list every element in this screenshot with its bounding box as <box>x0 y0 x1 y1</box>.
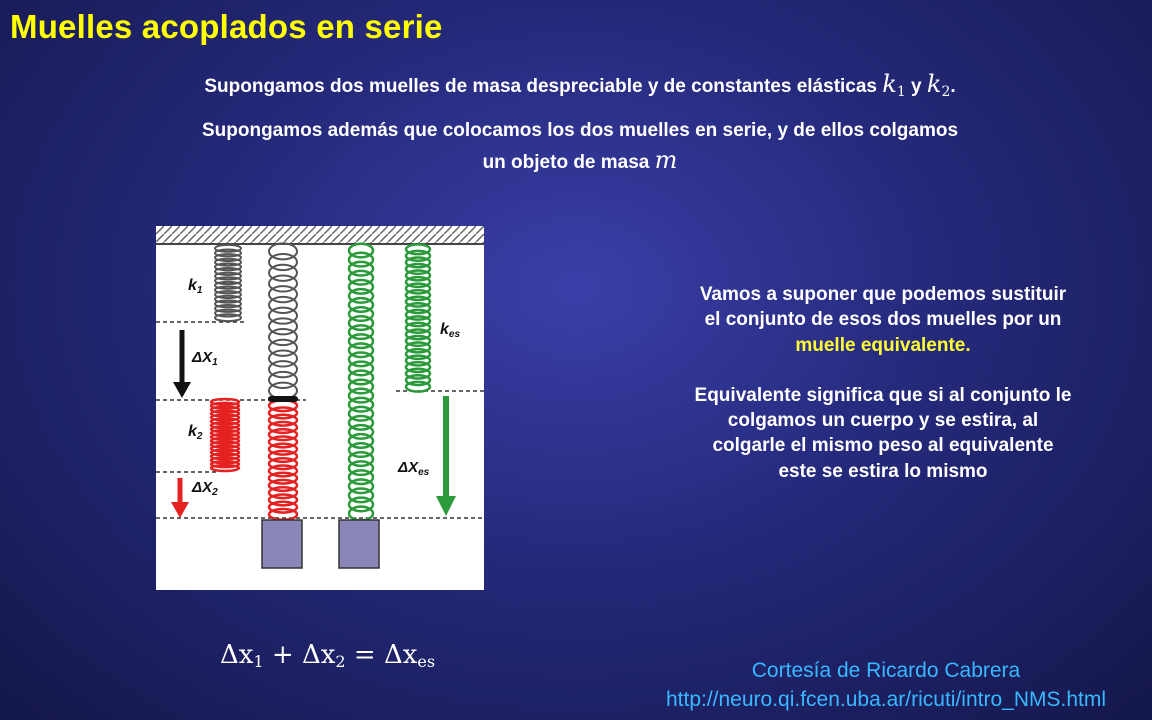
credit-name: Cortesía de Ricardo Cabrera <box>751 659 1021 682</box>
spring-kes <box>406 244 430 391</box>
explanation-paragraph-2: Equivalente significa que si al conjunto le colgamos un cuerpo y se estira, al colgarle el mismo peso al equivalente este se estira lo mismo <box>694 384 1072 482</box>
intro-line-1 <box>100 70 1060 100</box>
intro-line-2: Supongamos además que colocamos los dos muelles en serie, y de ellos colgamos <box>201 120 959 141</box>
spring-k2-compact <box>211 399 239 471</box>
intro-line-1-text: Supongamos dos muelles de masa despreciable y de constantes elásticas <box>204 76 877 97</box>
intro-line-3 <box>80 146 1080 174</box>
label-dx2: $\Delta X_2$ <box>192 479 218 498</box>
arrow-dx1-head <box>173 382 191 398</box>
label-dxes: $\Delta X_{es}$ <box>398 459 430 478</box>
period: . <box>950 76 956 97</box>
credit-block <box>636 656 1136 715</box>
mass-symbol: m <box>654 146 678 174</box>
ceiling <box>156 226 484 244</box>
spring-k1-stretched <box>269 243 297 398</box>
explanation-paragraph-1: Vamos a suponer que podemos sustituir el conjunto de esos dos muelles por un muelle equivalente. <box>699 284 1067 356</box>
highlight-equivalent: muelle equivalente <box>795 334 966 356</box>
and-word: y <box>911 76 922 97</box>
label-kes: kes <box>440 321 461 340</box>
spring-kes-stretched <box>349 244 373 521</box>
spring-joint <box>268 396 298 402</box>
explanation-text <box>692 282 1074 484</box>
label-k1: k1 <box>188 277 203 296</box>
mass-block-equivalent <box>339 520 379 568</box>
label-dx1: $\Delta X_1$ <box>192 349 218 368</box>
arrow-dx2-head <box>171 502 189 518</box>
spring-coil <box>215 314 241 321</box>
series-equation: $\Delta x_1 + \Delta x_2 = \Delta x_{es}$ <box>220 640 436 671</box>
credit-url[interactable]: http://neuro.qi.fcen.uba.ar/ricuti/intro_NMS.html <box>665 688 1107 712</box>
spring-k2-stretched <box>269 400 297 520</box>
intro-line-3-text: un objeto de masa <box>482 152 650 173</box>
mass-block-series <box>262 520 302 568</box>
springs-figure <box>156 226 484 590</box>
springs-diagram <box>156 226 484 590</box>
spring-k1 <box>215 245 241 321</box>
arrow-dxes-head <box>436 496 456 516</box>
label-k2: k2 <box>188 423 203 442</box>
k1-symbol: $k_1$ <box>882 70 906 100</box>
k2-symbol: $k_2$ <box>926 70 951 100</box>
slide-title: Muelles acoplados en serie <box>10 8 443 45</box>
spring-coil <box>406 382 430 392</box>
